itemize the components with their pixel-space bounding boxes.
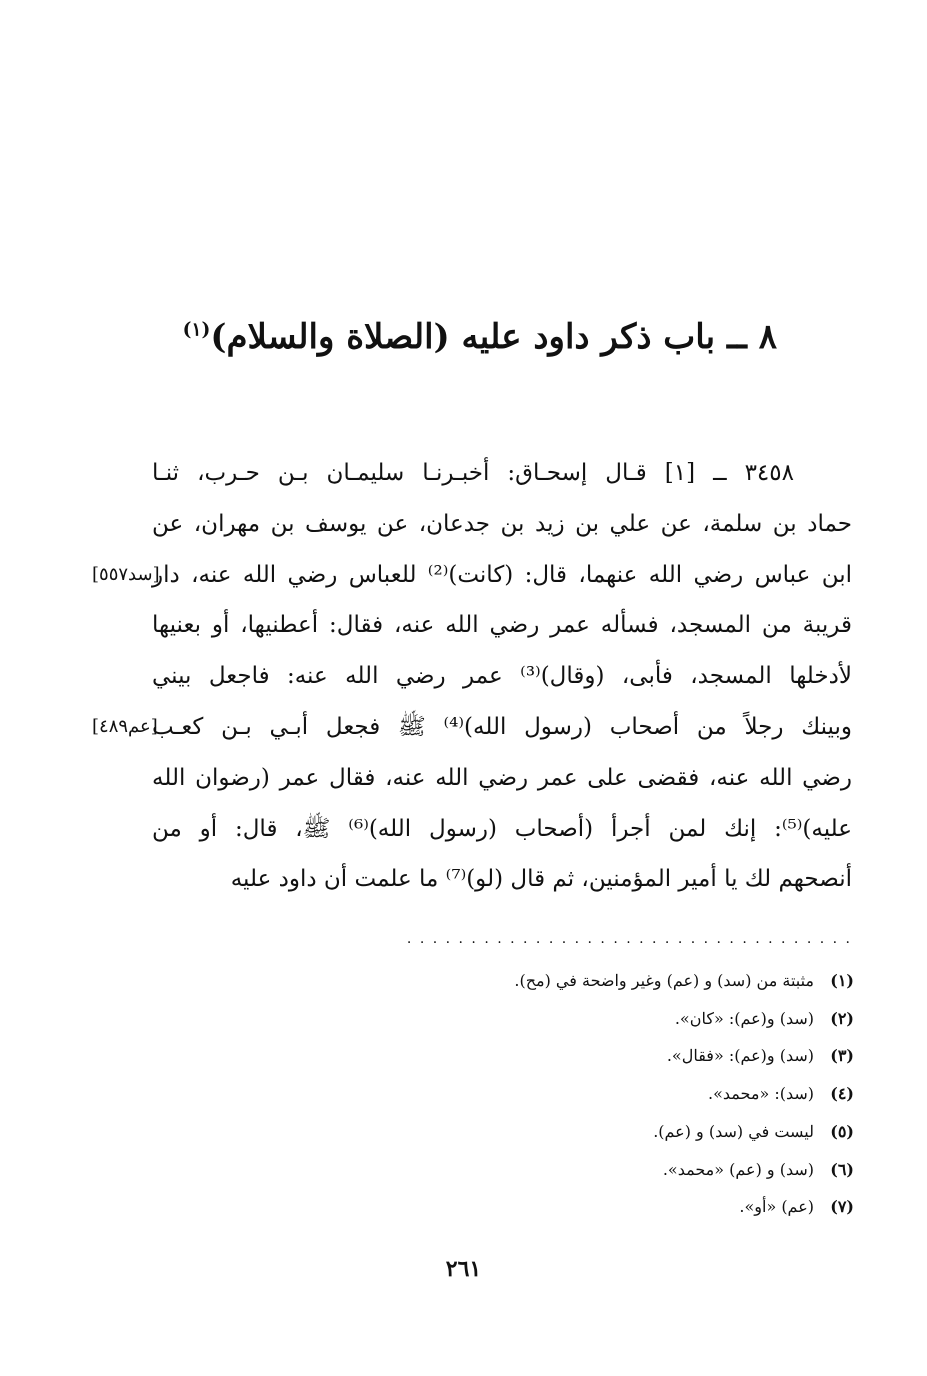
footnote-number: (٢) xyxy=(830,1008,854,1028)
footnote-text: ليست في (سد) و (عم). xyxy=(653,1121,814,1141)
text-line: قريبة من المسجد، فسأله عمر رضي الله عنه، فقال: أعطنيها، أو بعنيها xyxy=(152,612,852,639)
footnotes xyxy=(154,962,854,1226)
footnote-number: (٧) xyxy=(830,1197,854,1217)
chapter-footnote-ref: (١) xyxy=(182,318,211,341)
footnote-text: (سد) و(عم): «كان». xyxy=(674,1008,814,1028)
text-line: ٣٤٥٨ ــ [١] قـال إسحـاق: أخبـرنـا سليمـان بـن حـرب، ثنـا xyxy=(152,460,794,486)
footnote-item xyxy=(154,1075,854,1113)
text-line-content: وبينك رجلاً من أصحاب (رسول الله)⁽⁴⁾ ﷺ فجعل أبـي بـن كعـب xyxy=(152,713,852,740)
footnote-item xyxy=(154,1151,854,1189)
footnote-separator: . . . . . . . . . . . . . . . . . . . . . . . . . . . . . . . . . . . xyxy=(406,931,852,947)
margin-note-sd557: [سد٥٥٧] xyxy=(92,563,160,585)
footnote-item xyxy=(154,1113,854,1151)
footnote-number: (٤) xyxy=(830,1084,854,1104)
footnote-text: (عم) «أو». xyxy=(739,1197,814,1217)
footnote-item xyxy=(154,1188,854,1226)
footnote-text: (سد) و(عم): «فقال». xyxy=(666,1046,814,1066)
footnote-number: (٥) xyxy=(830,1121,854,1141)
text-line: أنصحهم لك يا أمير المؤمنين، ثم قال (لو)⁽⁷⁾ ما علمت أن داود عليه xyxy=(230,866,852,893)
text-line-with-margin-note xyxy=(92,550,853,601)
footnote-number: (٣) xyxy=(830,1046,854,1066)
footnote-number: (١) xyxy=(830,971,854,990)
text-line: لأدخلها المسجد، فأبى، (وقال)⁽³⁾ عمر رضي الله عنه: فاجعل بيني xyxy=(152,663,852,690)
footnote-text: مثبتة من (سد) و (عم) وغير واضحة في (مح). xyxy=(514,971,814,990)
page-number: ٢٦١ xyxy=(445,1256,482,1282)
footnote-item xyxy=(154,1000,854,1038)
text-line: حماد بن سلمة، عن علي بن زيد بن جدعان، عن يوسف بن مهران، عن xyxy=(152,510,852,537)
text-line: عليه)⁽⁵⁾: إنك لمن أجرأ (أصحاب (رسول الله)⁽⁶⁾ ﷺ، قال: أو من xyxy=(152,815,852,842)
text-line-with-margin-note xyxy=(92,702,852,753)
text-line-content: ابن عباس رضي الله عنهما، قال: (كانت)⁽²⁾ للعباس رضي الله عنه، دار xyxy=(152,561,853,588)
footnote-number: (٦) xyxy=(830,1159,854,1179)
margin-note-am489: [عم٤٨٩] xyxy=(92,715,158,737)
main-text xyxy=(92,448,853,905)
footnote-item xyxy=(154,1037,854,1075)
chapter-title xyxy=(117,312,777,362)
footnote-text: (سد): «محمد». xyxy=(708,1084,814,1104)
footnote-text: (سد) و (عم) «محمد». xyxy=(662,1159,814,1179)
text-line: رضي الله عنه، فقضى على عمر رضي الله عنه، فقال عمر (رضوان الله xyxy=(152,764,852,791)
footnote-item xyxy=(154,962,854,1000)
chapter-title-text: ٨ ــ باب ذكر داود عليه (الصلاة والسلام) xyxy=(210,317,777,357)
